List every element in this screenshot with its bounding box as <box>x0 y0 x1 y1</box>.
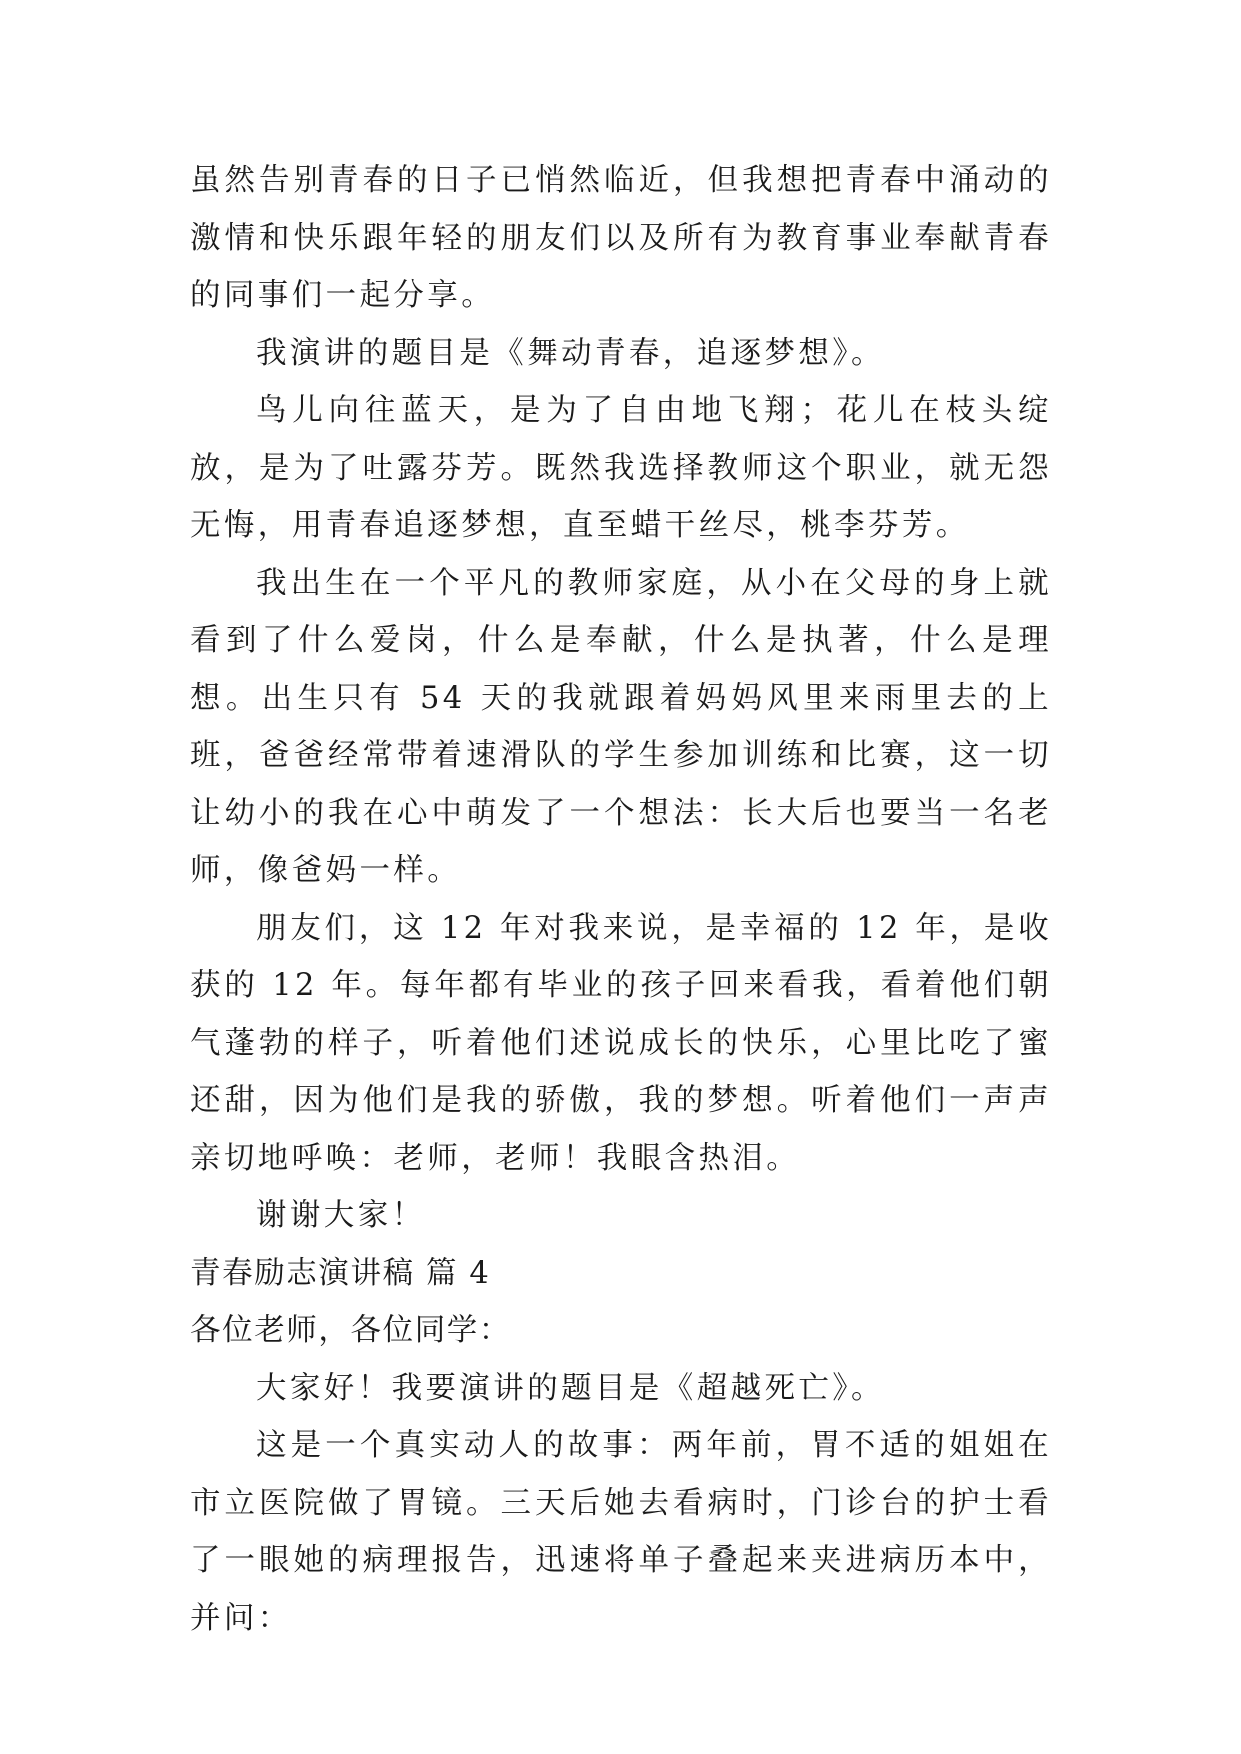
section-heading: 青春励志演讲稿 篇 4 <box>190 1255 491 1291</box>
salutation: 各位老师，各位同学： <box>190 1313 511 1348</box>
paragraph-continuation: 虽然告别青春的日子已悄然临近，但我想把青春中涌动的激情和快乐跟年轻的朋友们以及所有为教育事业奉献青春的同事们一起分享。 <box>190 163 1052 313</box>
paragraph-twelve-years: 朋友们，这 12 年对我来说，是幸福的 12 年，是收获的 12 年。每年都有毕业的孩子回来看我，看着他们朝气蓬勃的样子，听着他们述说成长的快乐，心里比吃了蜜还甜，因为他们是我的骄傲，我的梦想。听着他们一声声亲切地呼唤：老师，老师！我眼含热泪。 <box>190 910 1052 1176</box>
paragraph-thanks: 谢谢大家！ <box>256 1198 426 1233</box>
paragraph-speech-topic: 我演讲的题目是《舞动青春，追逐梦想》。 <box>256 335 885 371</box>
paragraph-family-background: 我出生在一个平凡的教师家庭，从小在父母的身上就看到了什么爱岗，什么是奉献，什么是执著，什么是理想。出生只有 54 天的我就跟着妈妈风里来雨里去的上班，爸爸经常带着速滑队的学生参加训练和比赛，这一切让幼小的我在心中萌发了一个想法：长大后也要当一名老师，像爸妈一样。 <box>190 565 1052 888</box>
paragraph-birds-flowers: 鸟儿向往蓝天，是为了自由地飞翔；花儿在枝头绽放，是为了吐露芬芳。既然我选择教师这个职业，就无怨无悔，用青春追逐梦想，直至蜡干丝尽，桃李芬芳。 <box>190 393 1052 543</box>
paragraph-true-story: 这是一个真实动人的故事：两年前，胃不适的姐姐在市立医院做了胃镜。三天后她去看病时，门诊台的护士看了一眼她的病理报告，迅速将单子叠起来夹进病历本中，并问： <box>190 1428 1052 1636</box>
paragraph-greeting: 大家好！我要演讲的题目是《超越死亡》。 <box>256 1370 885 1406</box>
document-body <box>190 152 1052 1647</box>
